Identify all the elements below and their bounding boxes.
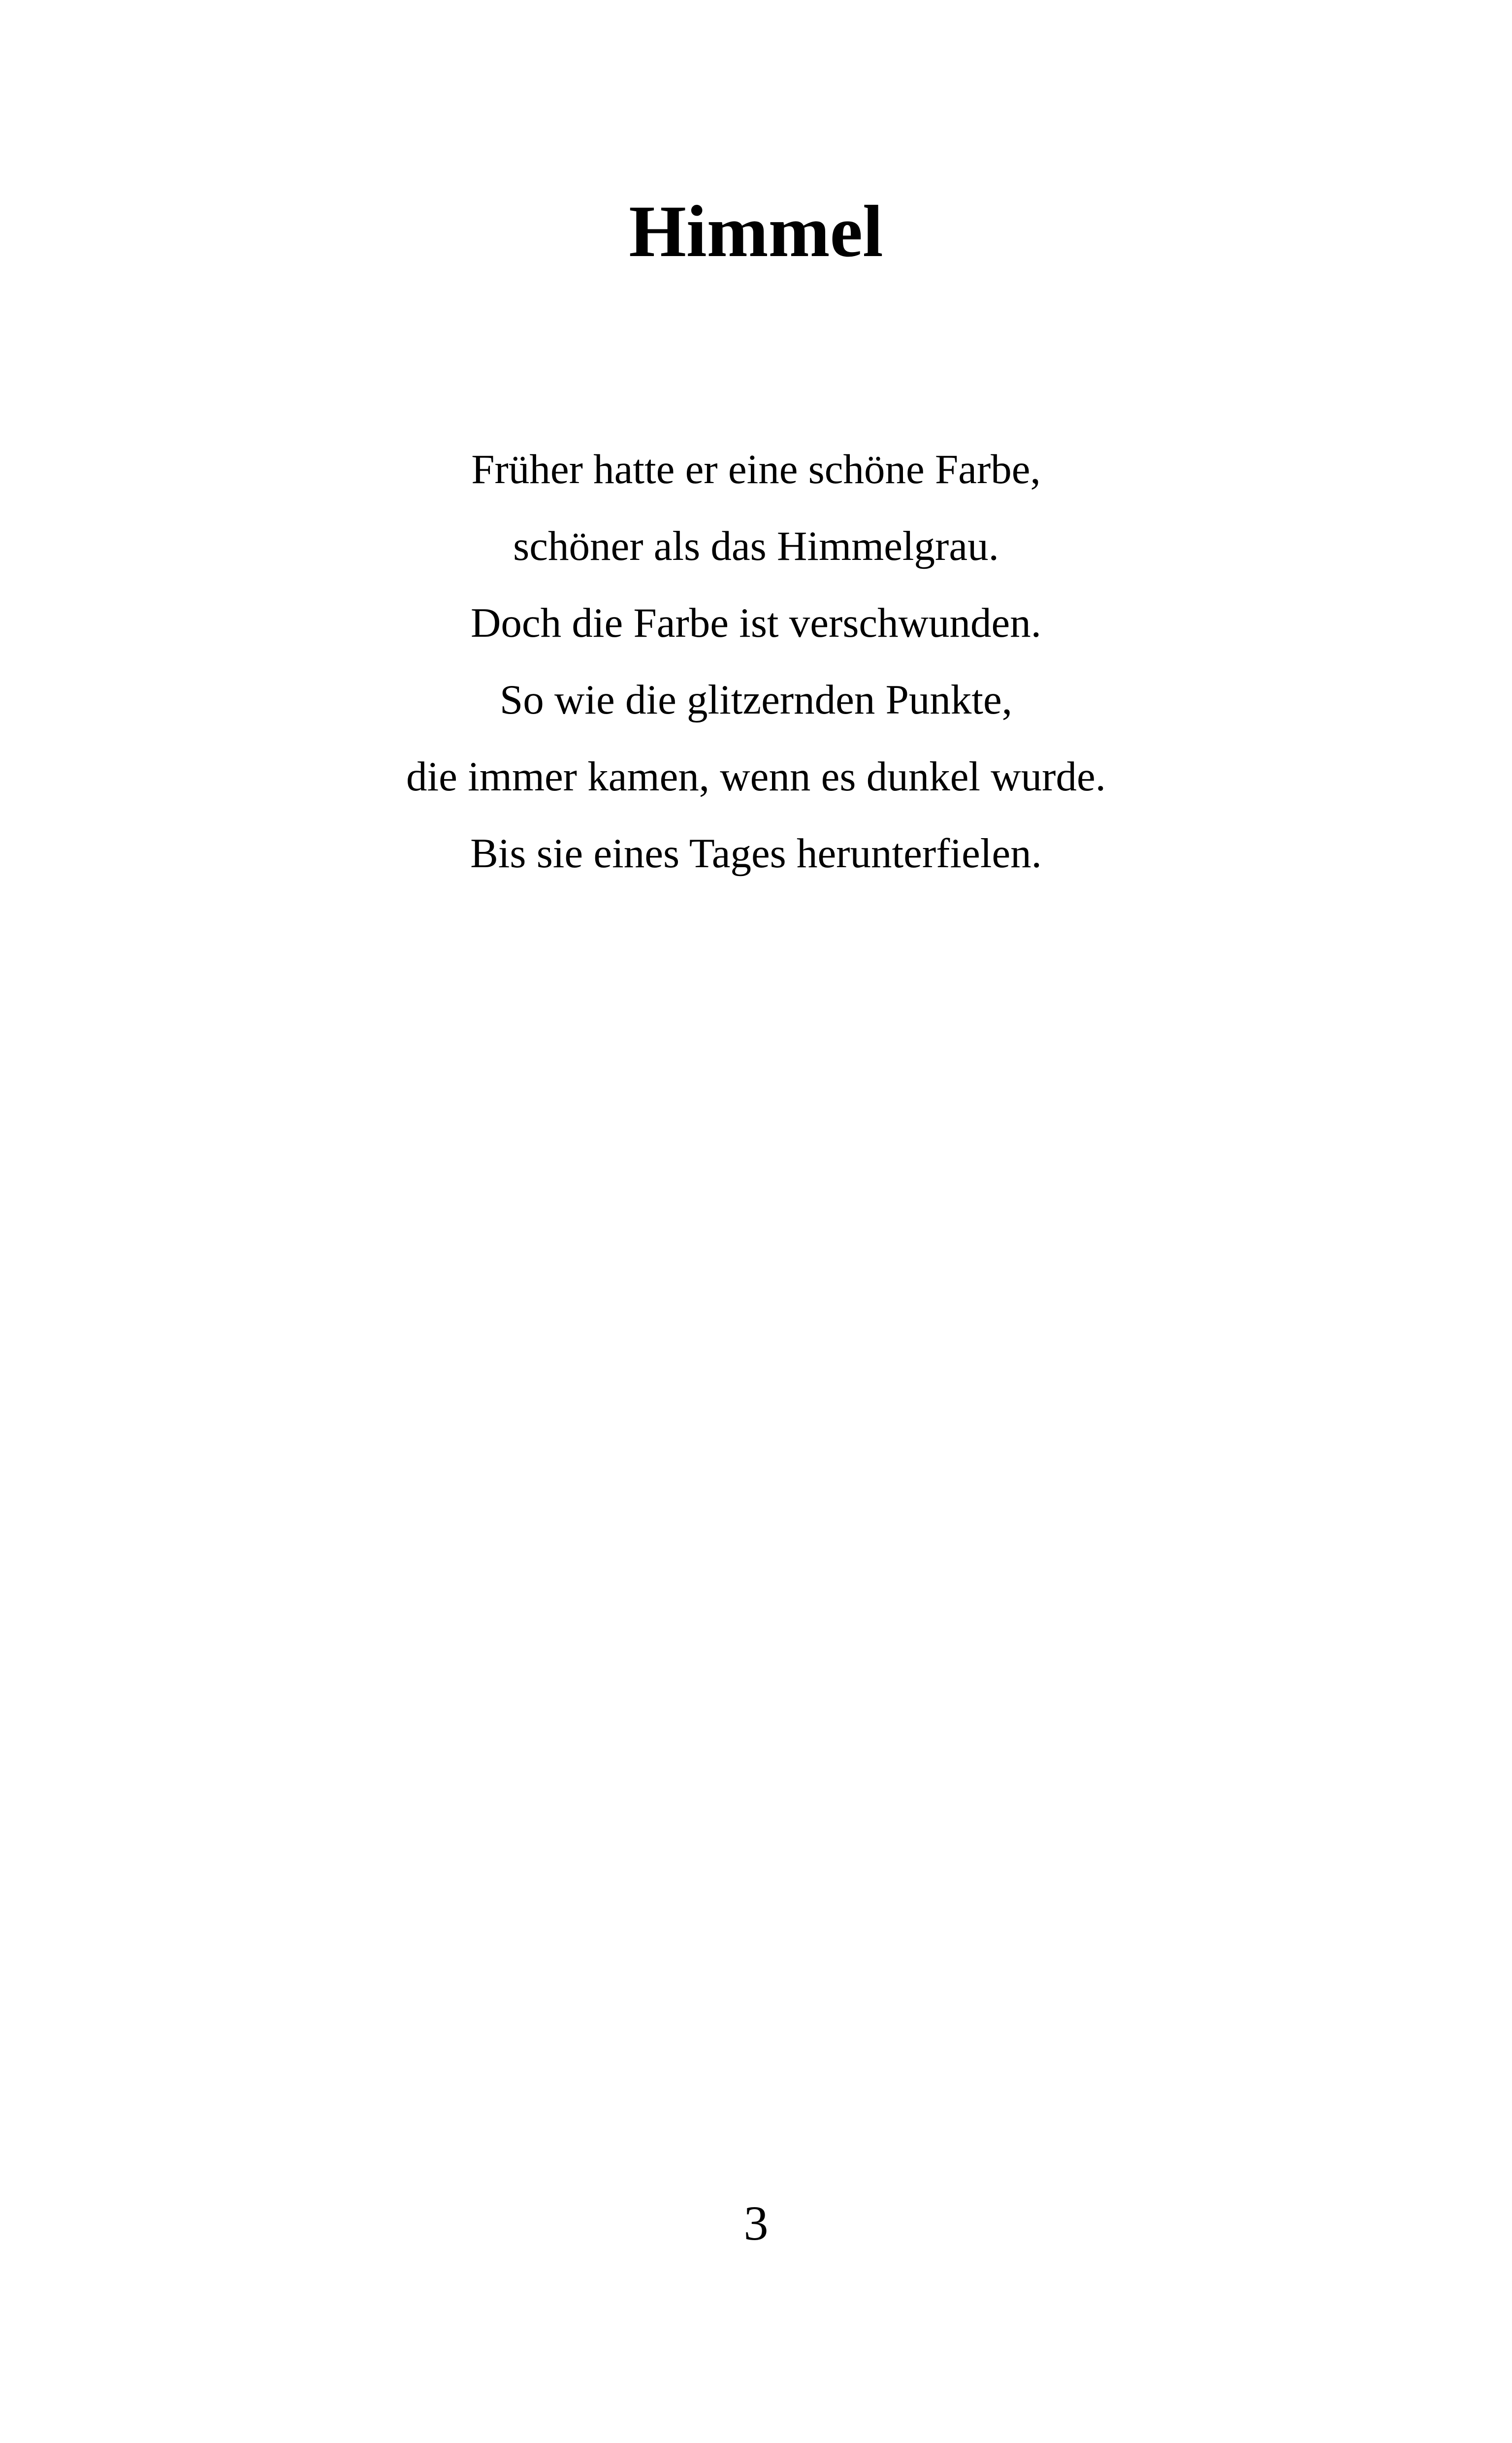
poem-line: die immer kamen, wenn es dunkel wurde. bbox=[406, 753, 1106, 800]
page-number: 3 bbox=[743, 2196, 769, 2250]
poem-line: schöner als das Himmelgrau. bbox=[513, 523, 999, 569]
poem-body bbox=[0, 431, 1512, 892]
poem-line: Bis sie eines Tages herunterfielen. bbox=[470, 830, 1042, 877]
poem-line: So wie die glitzernden Punkte, bbox=[499, 677, 1013, 723]
poem-line: Doch die Farbe ist verschwunden. bbox=[471, 600, 1041, 646]
poem-title: Himmel bbox=[629, 191, 883, 272]
poem-line: Früher hatte er eine schöne Farbe, bbox=[471, 446, 1041, 492]
